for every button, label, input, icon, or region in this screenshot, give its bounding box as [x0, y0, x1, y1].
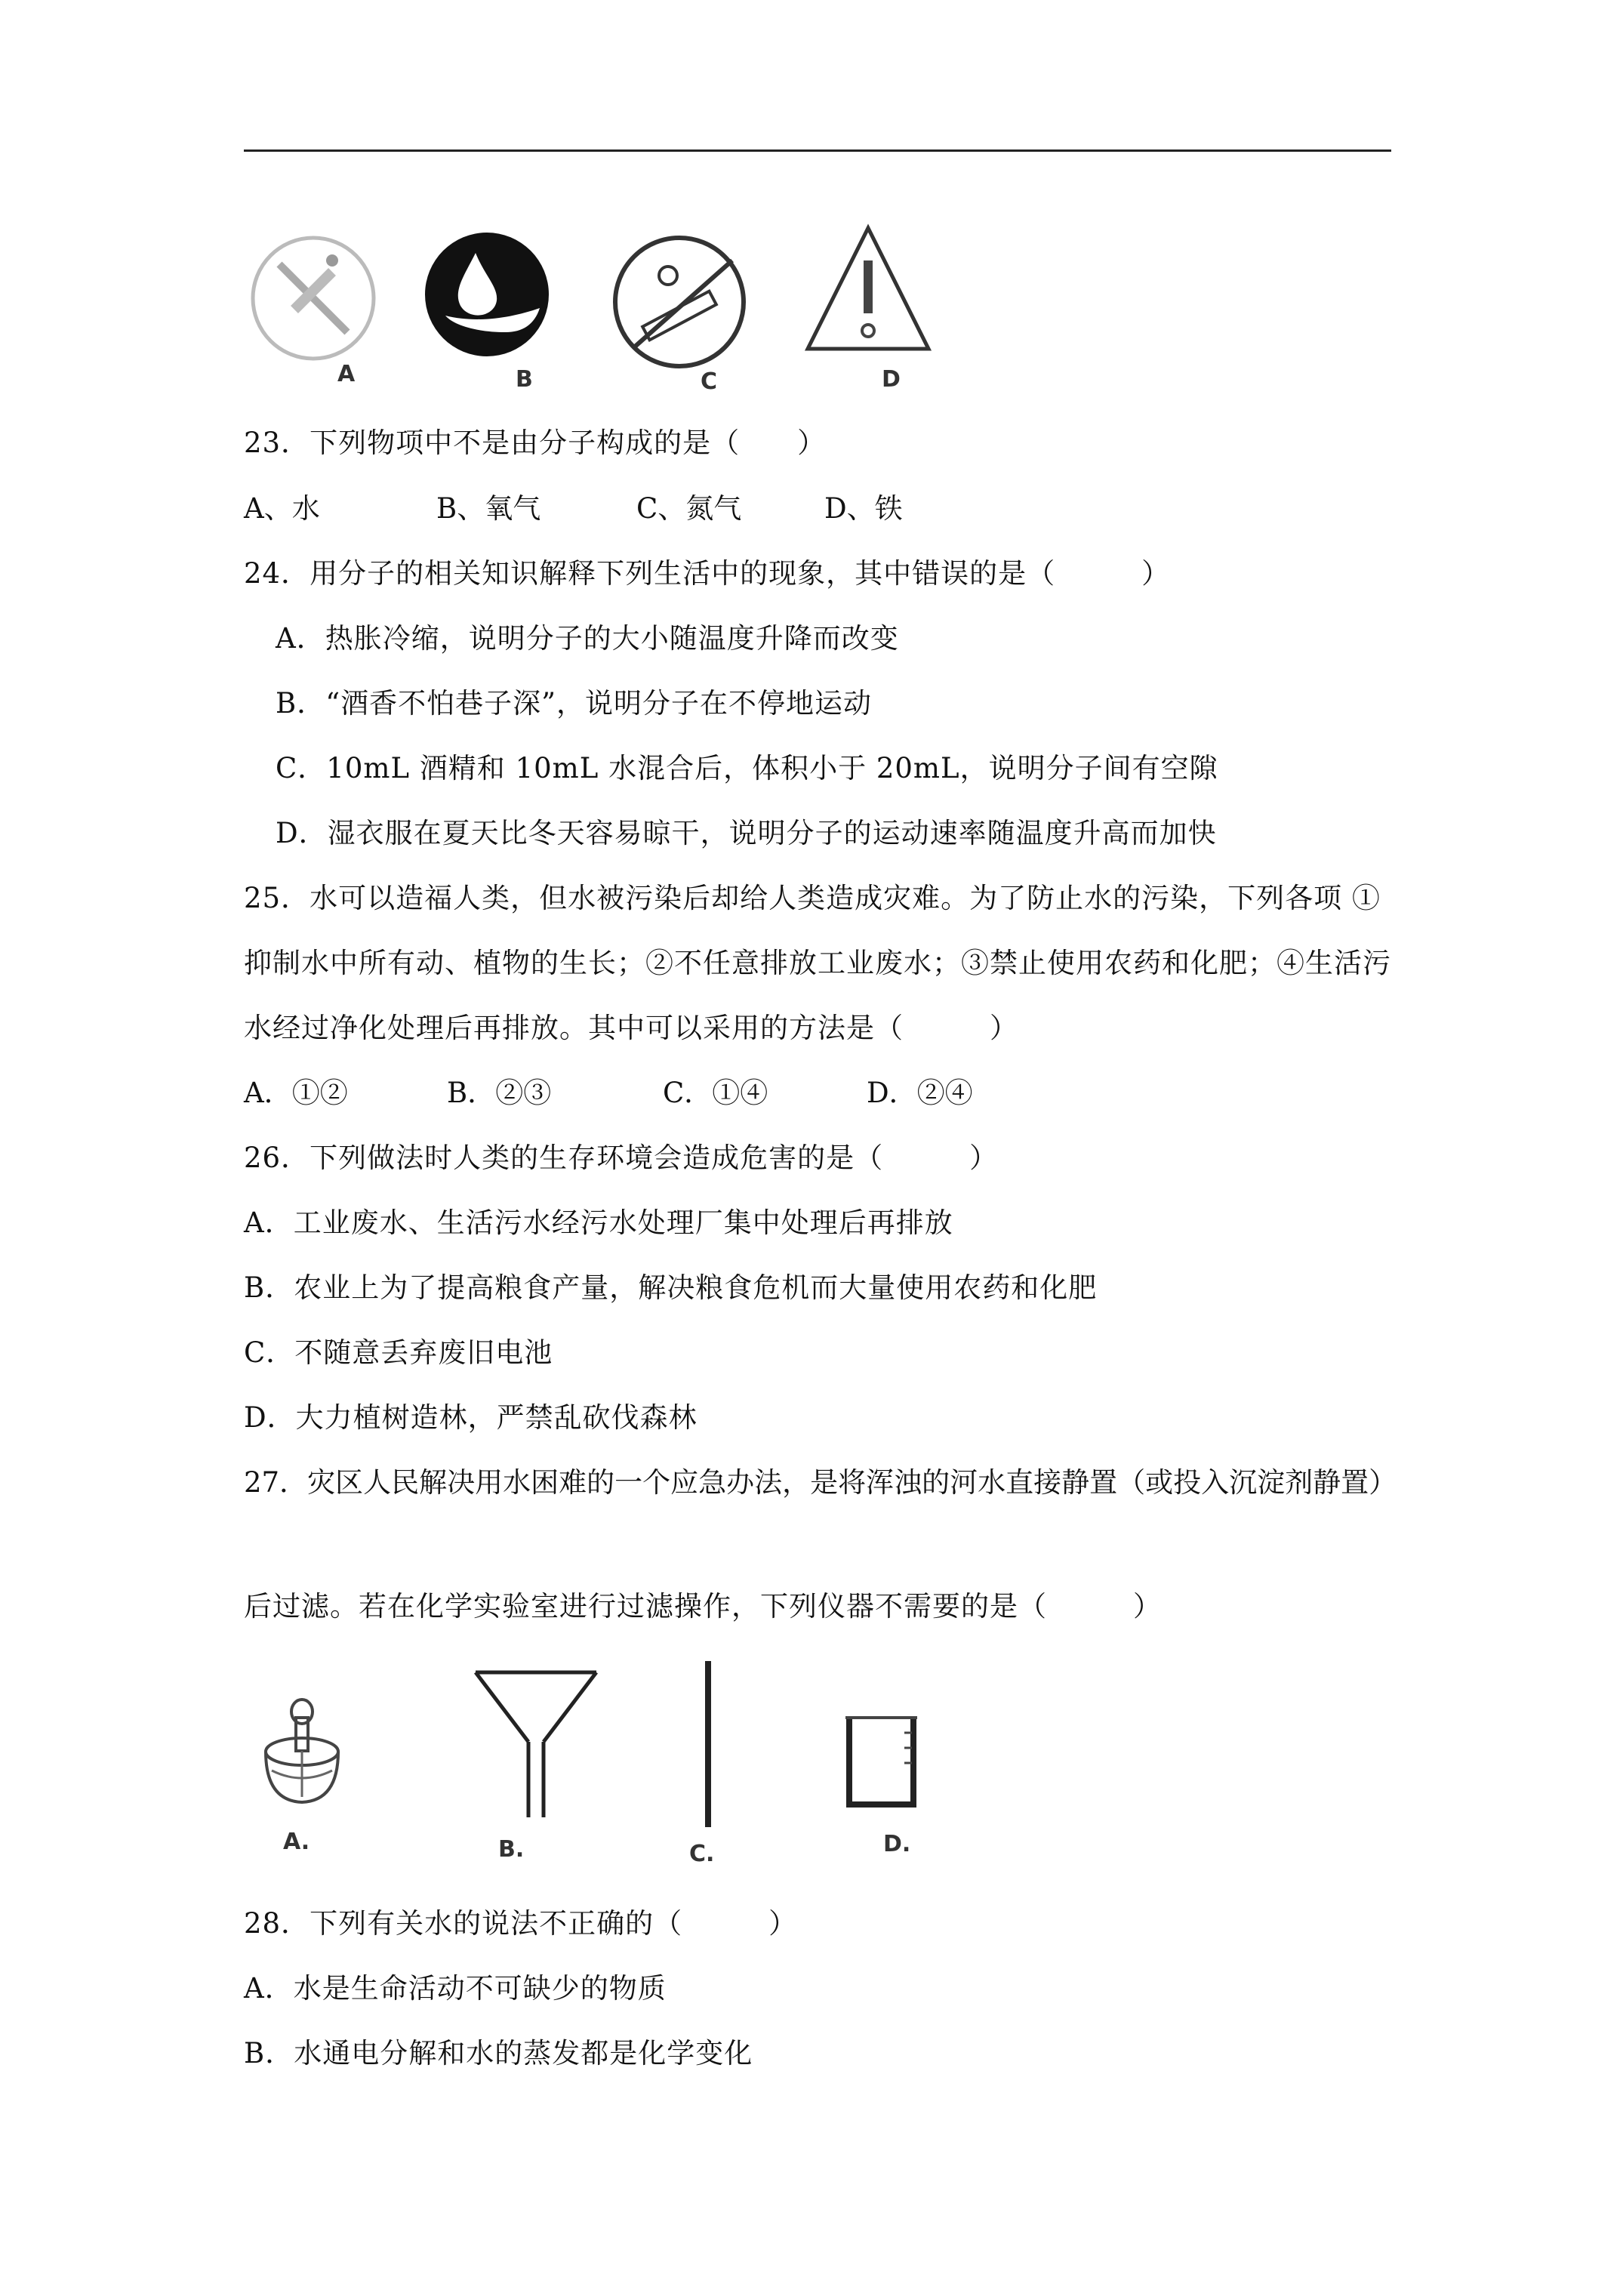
q24-stem: 24．用分子的相关知识解释下列生活中的现象，其中错误的是（ ） — [244, 557, 1171, 590]
q24-option-b: B．“酒香不怕巷子深”，说明分子在不停地运动 — [276, 687, 873, 720]
q26-stem: 26．下列做法时人类的生存环境会造成危害的是（ ） — [244, 1142, 999, 1174]
q28-option-b: B．水通电分解和水的蒸发都是化学变化 — [244, 2037, 753, 2069]
q25-option-c: C．①④ — [663, 1077, 768, 1109]
q24-option-a: A．热胀冷缩，说明分子的大小随温度升降而改变 — [276, 622, 899, 655]
apparatus-label-a: A. — [283, 1829, 310, 1855]
q23-option-c: C、氮气 — [636, 492, 742, 525]
q25-option-d: D．②④ — [867, 1077, 973, 1109]
q23-option-a: A、水 — [244, 492, 320, 525]
no-smoking-sign-icon — [253, 238, 374, 359]
sign-label-a: A — [337, 361, 356, 387]
q26-option-b: B．农业上为了提高粮食产量，解决粮食危机而大量使用农药和化肥 — [244, 1271, 1098, 1304]
apparatus-figure — [249, 1657, 989, 1831]
q24-option-d: D．湿衣服在夏天比冬天容易晾干，说明分子的运动速率随温度升高而加快 — [276, 817, 1217, 849]
q23-option-d: D、铁 — [824, 492, 903, 525]
q25-stem-line-1: 25．水可以造福人类，但水被污染后却给人类造成灾难。为了防止水的污染，下列各项 ① — [244, 882, 1381, 914]
q27-stem-line-2: 后过滤。若在化学实验室进行过滤操作，下列仪器不需要的是（ ） — [244, 1590, 1162, 1623]
apparatus-label-c: C. — [689, 1841, 715, 1867]
q23-option-b: B、氧气 — [436, 492, 541, 525]
sign-label-b: B — [516, 366, 533, 393]
q24-option-c: C．10mL 酒精和 10mL 水混合后，体积小于 20mL，说明分子间有空隙 — [276, 752, 1218, 784]
q25-stem-line-2: 抑制水中所有动、植物的生长；②不任意排放工业废水；③禁止使用农药和化肥；④生活污 — [244, 947, 1391, 979]
q26-option-d: D．大力植树造林，严禁乱砍伐森林 — [244, 1401, 698, 1434]
q25-stem-line-3: 水经过净化处理后再排放。其中可以采用的方法是（ ） — [244, 1012, 1018, 1044]
safety-signs-figure — [249, 219, 974, 400]
glass-rod-icon — [705, 1661, 711, 1827]
q25-option-b: B．②③ — [447, 1077, 552, 1109]
header-rule — [244, 149, 1391, 152]
warning-triangle-sign-icon — [808, 228, 929, 349]
q23-stem: 23．下列物项中不是由分子构成的是（ ） — [244, 427, 827, 459]
q27-stem-line-1: 27．灾区人民解决用水困难的一个应急办法，是将浑浊的河水直接静置（或投入沉淀剂静置） — [244, 1466, 1397, 1499]
q28-option-a: A．水是生命活动不可缺少的物质 — [244, 1972, 667, 2005]
sign-label-c: C — [701, 368, 718, 395]
beaker-icon — [845, 1718, 917, 1804]
sign-label-d: D — [882, 366, 901, 393]
q25-option-a: A．①② — [244, 1077, 348, 1109]
q28-stem: 28．下列有关水的说法不正确的（ ） — [244, 1907, 798, 1940]
apparatus-label-b: B. — [498, 1836, 525, 1863]
q26-option-c: C．不随意丢弃废旧电池 — [244, 1336, 553, 1369]
funnel-icon — [476, 1672, 596, 1817]
q26-option-a: A．工业废水、生活污水经污水处理厂集中处理后再排放 — [244, 1207, 953, 1239]
apparatus-label-d: D. — [883, 1831, 911, 1857]
alcohol-lamp-icon — [266, 1700, 338, 1802]
no-fire-sign-icon — [615, 238, 744, 366]
water-drop-sign-icon — [425, 233, 549, 356]
